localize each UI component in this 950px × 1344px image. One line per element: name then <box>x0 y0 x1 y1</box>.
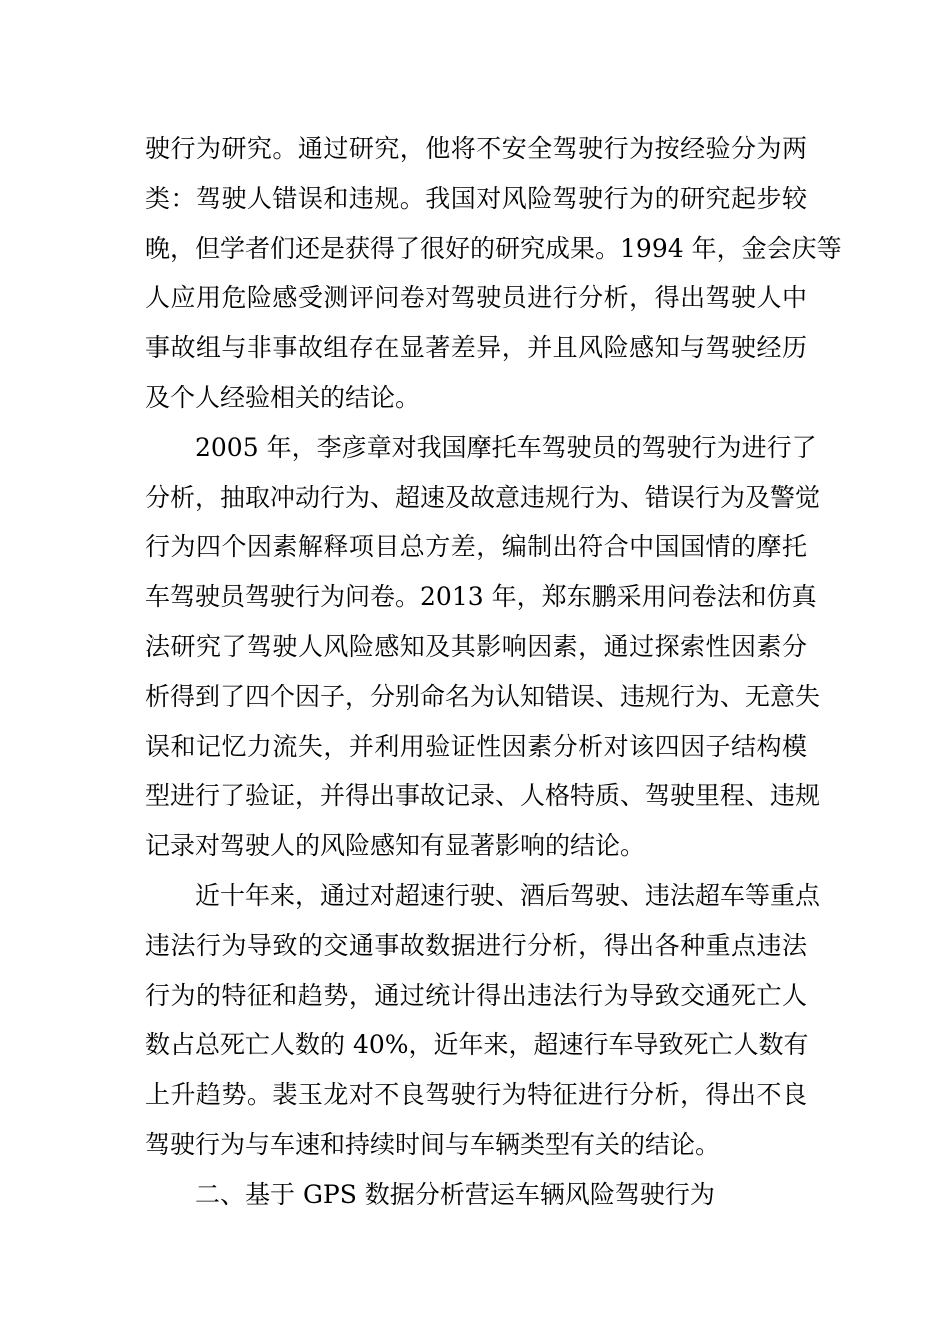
text-line: 行为的特征和趋势，通过统计得出违法行为导致交通死亡人 <box>145 980 807 1010</box>
text-line: 记录对驾驶人的风险感知有显著影响的结论。 <box>145 831 646 861</box>
section-heading <box>145 1170 807 1220</box>
document-page <box>145 124 842 1220</box>
text-line: 驾驶行为与车速和持续时间与车辆类型有关的结论。 <box>145 1129 721 1159</box>
text-line: 数占总死亡人数的 40%，近年来，超速行车导致死亡人数有 <box>145 1030 809 1060</box>
text-line: 违法行为导致的交通事故数据进行分析，得出各种重点违法 <box>145 930 807 960</box>
text-line: 人应用危险感受测评问卷对驾驶员进行分析，得出驾驶人中 <box>145 283 807 313</box>
text-line: 2005 年，李彦章对我国摩托车驾驶员的驾驶行为进行了 <box>195 432 817 462</box>
text-line: 上升趋势。裴玉龙对不良驾驶行为特征进行分析，得出不良 <box>145 1080 807 1110</box>
text-line: 近十年来，通过对超速行驶、酒后驾驶、违法超车等重点 <box>195 880 821 910</box>
text-line: 型进行了验证，并得出事故记录、人格特质、驾驶里程、违规 <box>145 781 821 811</box>
text-line: 析得到了四个因子，分别命名为认知错误、违规行为、无意失 <box>145 681 821 711</box>
paragraph-2 <box>145 423 821 871</box>
text-line: 及个人经验相关的结论。 <box>145 382 421 412</box>
text-line: 行为四个因素解释项目总方差，编制出符合中国国情的摩托 <box>145 532 807 562</box>
section-heading-text: 二、基于 GPS 数据分析营运车辆风险驾驶行为 <box>195 1179 715 1209</box>
text-line: 车驾驶员驾驶行为问卷。2013 年，郑东鹏采用问卷法和仿真 <box>145 582 817 612</box>
text-line: 分析，抽取冲动行为、超速及故意违规行为、错误行为及警觉 <box>145 482 821 512</box>
text-line: 驶行为研究。通过研究，他将不安全驾驶行为按经验分为两 <box>145 134 807 163</box>
text-line: 类：驾驶人错误和违规。我国对风险驾驶行为的研究起步较 <box>145 183 807 213</box>
paragraph-1 <box>145 124 842 423</box>
paragraph-3 <box>145 871 821 1170</box>
text-line: 误和记忆力流失，并利用验证性因素分析对该四因子结构模 <box>145 731 807 761</box>
text-line: 法研究了驾驶人风险感知及其影响因素，通过探索性因素分 <box>145 631 807 661</box>
text-line: 晚，但学者们还是获得了很好的研究成果。1994 年，金会庆等 <box>145 233 842 263</box>
text-line: 事故组与非事故组存在显著差异，并且风险感知与驾驶经历 <box>145 333 807 363</box>
